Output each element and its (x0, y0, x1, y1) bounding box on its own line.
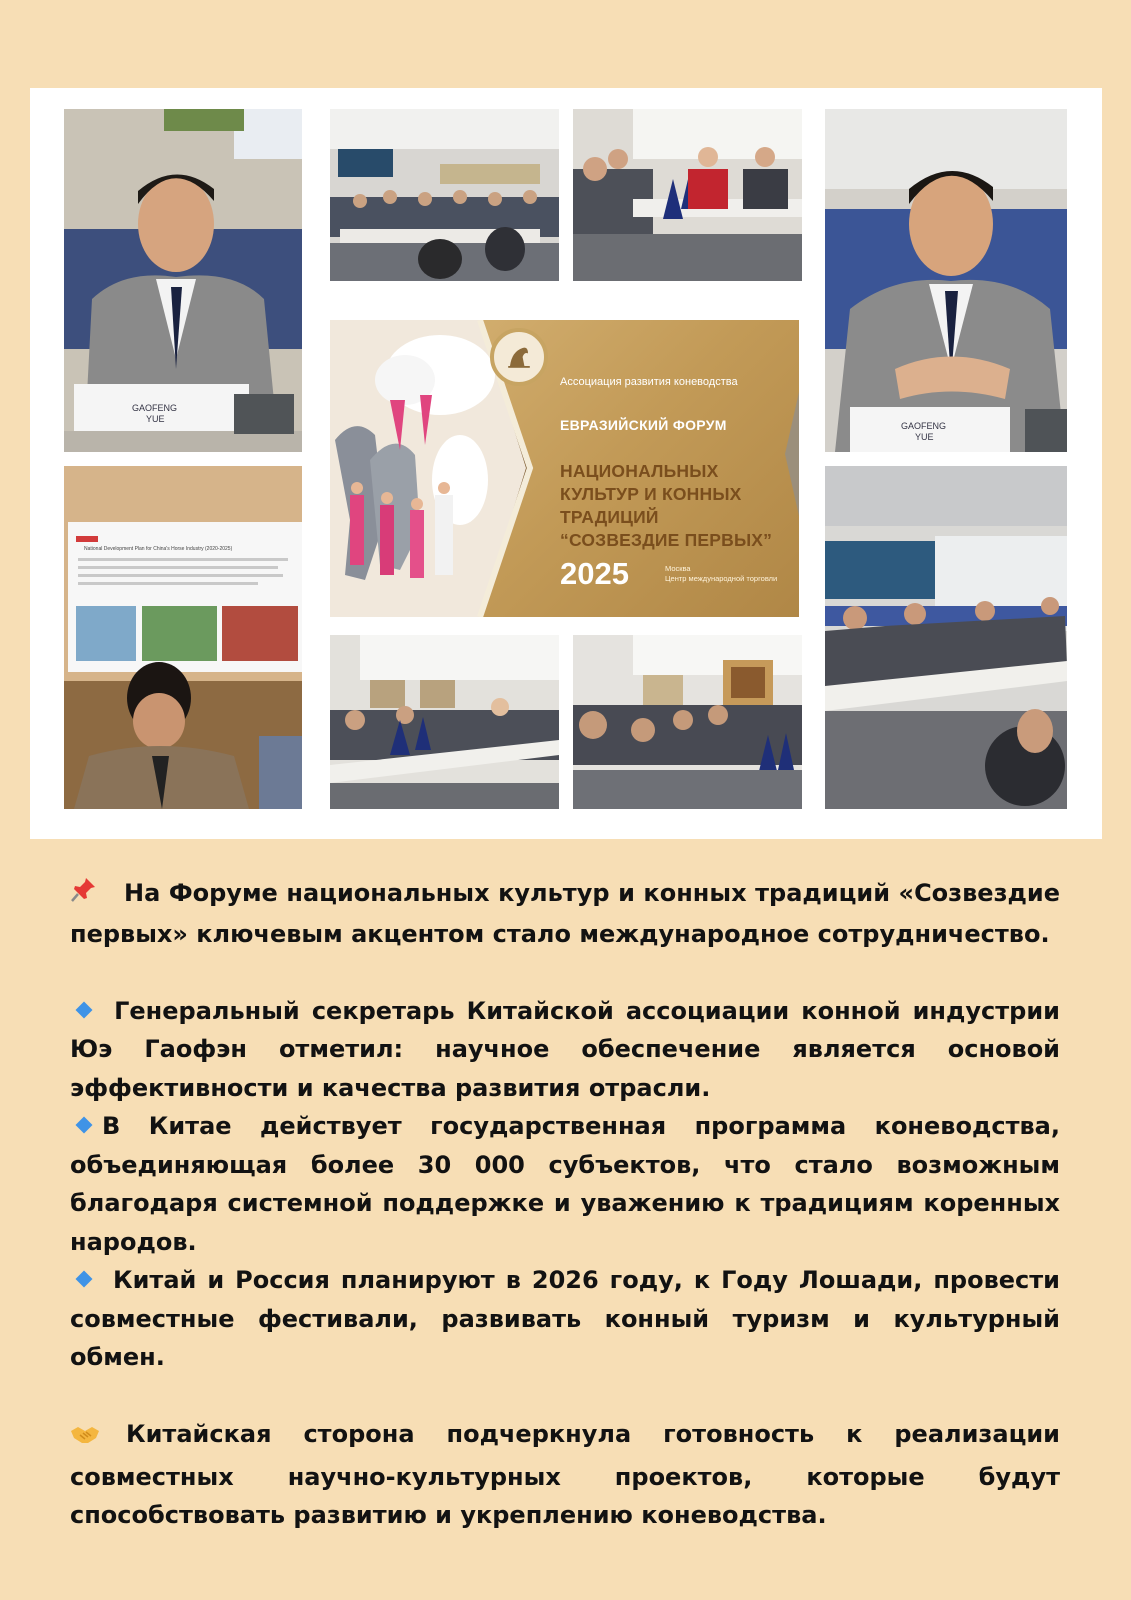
photo-meeting-row-right (825, 466, 1067, 809)
paragraph-readiness: Китайская сторона подчеркнула готовность к реализации совместных научно-культурных проектов, которые будут способствовать развитию и укреплению коневодства. (70, 1420, 1060, 1529)
paragraph-secretary: Генеральный секретарь Китайской ассоциации конной индустрии Юэ Гаофэн отметил: научное обеспечение является основой эффективности и качества развития отрасли. (70, 996, 1060, 1102)
banner-association: Ассоциация развития коневодства (560, 376, 738, 388)
photo-meeting-table-3 (573, 635, 802, 809)
forum-banner (330, 320, 799, 617)
blue-diamond-icon (76, 1001, 93, 1018)
photo-gaofeng-yue-left (64, 109, 302, 452)
blue-diamond-icon (76, 1117, 93, 1134)
paragraph-program: В Китае действует государственная программа коневодства, объединяющая более 30 000 субъектов, что стало возможным благодаря системной поддержке и уважению к традициям коренных народов. (70, 1112, 1060, 1256)
photo-meeting-wide-1 (330, 109, 559, 281)
pushpin-icon (70, 875, 98, 915)
blue-diamond-icon (76, 1271, 93, 1288)
paragraph-forum: На Форуме национальных культур и конных традиций «Созвездие первых» ключевым акцентом стало международное сотрудничество. (70, 874, 1060, 953)
photo-meeting-table-flags (573, 109, 802, 281)
banner-main-title: НАЦИОНАЛЬНЫХ КУЛЬТУР И КОННЫХ ТРАДИЦИЙ “СОЗВЕЗДИЕ ПЕРВЫХ” (560, 461, 773, 550)
article-body (70, 874, 1060, 1535)
handshake-icon (70, 1419, 100, 1458)
banner-decor-arrow (785, 392, 799, 516)
nameplate-text: GAOFENG YUE (132, 403, 178, 424)
paragraph-plans: Китай и Россия планируют в 2026 году, к Году Лошади, провести совместные фестивали, развивать конный туризм и культурный обмен. (70, 1266, 1060, 1371)
slide-heading: National Development Plan for China's Horse Industry (2020-2025) (84, 546, 233, 552)
photo-gaofeng-yue-right (825, 109, 1067, 452)
banner-forum-title: ЕВРАЗИЙСКИЙ ФОРУМ (560, 417, 727, 433)
photo-meeting-table-2 (330, 635, 559, 809)
nameplate-text: GAOFENG YUE (901, 421, 947, 442)
photo-presentation-slide (64, 466, 302, 809)
banner-location: Москва Центр международной торговли (665, 564, 778, 583)
association-logo-icon (490, 328, 548, 386)
photo-collage (30, 88, 1102, 839)
banner-year: 2025 (560, 556, 629, 591)
